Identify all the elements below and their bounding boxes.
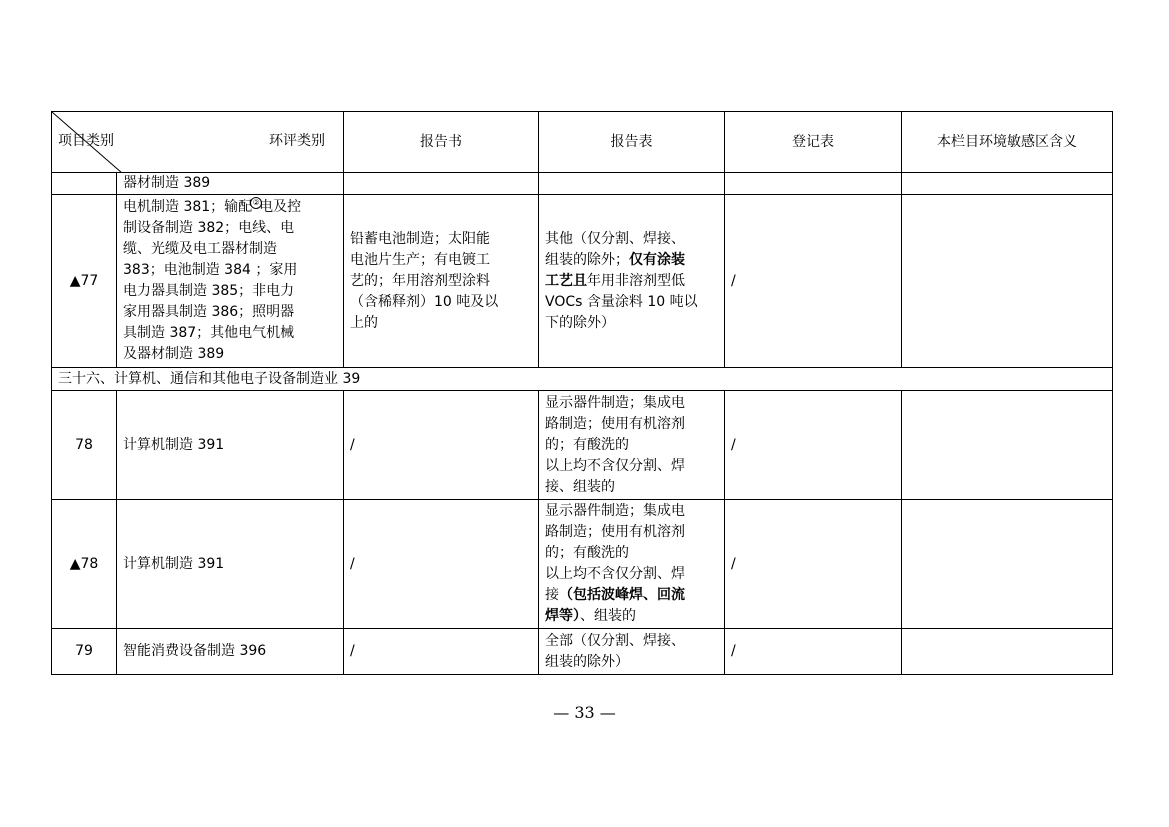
report-form-cell: [539, 195, 725, 368]
classification-table: [51, 111, 1113, 675]
text-line: 铅蓄电池制造；太阳能: [350, 230, 490, 247]
sensitive-area-header: 本栏目环境敏感区含义: [902, 112, 1113, 173]
report-book-header: 报告书: [344, 112, 539, 173]
name-line: 及器材制造 389: [123, 346, 225, 362]
registration-cell: /: [725, 391, 902, 500]
registration-form-header: 登记表: [725, 112, 902, 173]
report-form-cell: [539, 391, 725, 500]
report-form-header: 报告表: [539, 112, 725, 173]
name-line: 383；电池制造 384 ；家用: [123, 262, 298, 278]
text-line: 以上均不含仅分割、焊: [545, 566, 685, 582]
text-line: 、组装的: [580, 608, 636, 624]
bold-text: （包括波峰焊、回流: [559, 587, 685, 603]
page-number: — 33 —: [553, 703, 616, 722]
sensitive-area-cell: [902, 195, 1113, 368]
text-line: /: [350, 555, 355, 572]
eia-category-label: 环评类别: [269, 133, 325, 149]
text-line: 组装的除外；: [545, 251, 629, 268]
industry-name-cell: [117, 173, 344, 195]
name-line: 电及控: [259, 199, 302, 215]
name-line: 缆、光缆及电工器材制造: [123, 241, 277, 257]
report-book-cell: [344, 500, 539, 629]
industry-name-cell: [117, 391, 344, 500]
row-number: ▲78: [52, 500, 117, 629]
registration-cell: /: [725, 195, 902, 368]
report-book-cell: [344, 391, 539, 500]
table-row: [52, 629, 1113, 675]
report-book-cell: [344, 195, 539, 368]
text-line: /: [350, 643, 355, 659]
sensitive-area-cell: [902, 391, 1113, 500]
text-line: 的；有酸洗的: [545, 545, 629, 561]
table-row: [52, 391, 1113, 500]
text-line: 全部（仅分割、焊接、: [545, 632, 685, 649]
registration-cell: [725, 173, 902, 195]
row-number: 78: [52, 391, 117, 500]
sensitive-area-cell: [902, 500, 1113, 629]
row-number: [52, 173, 117, 195]
name-line: 电机制造 381；输配: [123, 199, 253, 215]
text-line: 路制造；使用有机溶剂: [545, 524, 685, 540]
project-category-label: 项目类别: [58, 133, 114, 149]
text-line: 其他（仅分割、焊接、: [545, 230, 685, 247]
industry-name-cell: [117, 629, 344, 675]
text-line: 显示器件制造；集成电: [545, 503, 685, 519]
table-row: [52, 195, 1113, 368]
section-heading: 三十六、计算机、通信和其他电子设备制造业 39: [52, 368, 1113, 391]
text-line: 接: [545, 587, 559, 603]
text-line: 上的: [350, 314, 378, 331]
section-heading-row: [52, 368, 1113, 391]
name-line: 电力器具制造 385；非电力: [123, 283, 295, 299]
text-line: 艺的；年用溶剂型涂料: [350, 272, 490, 289]
text-line: （含稀释剂）10 吨及以: [350, 293, 499, 310]
name-line: 器材制造 389: [123, 175, 211, 191]
text-line: 电池片生产；有电镀工: [350, 251, 490, 268]
row-number: ▲77: [52, 195, 117, 368]
name-line: 计算机制造 391: [123, 436, 225, 453]
name-line: 智能消费设备制造 396: [123, 643, 267, 659]
text-line: 接、组装的: [545, 478, 615, 495]
text-line: VOCs 含量涂料 10 吨以: [545, 293, 698, 310]
text-line: 的；有酸洗的: [545, 436, 629, 453]
text-line: 以上均不含仅分割、焊: [545, 457, 685, 474]
report-book-cell: [344, 173, 539, 195]
table-row: [52, 500, 1113, 629]
report-form-cell: [539, 500, 725, 629]
registration-cell: /: [725, 629, 902, 675]
text-line: 路制造；使用有机溶剂: [545, 415, 685, 432]
bold-text: 工艺且: [545, 272, 587, 289]
industry-name-cell: [117, 195, 344, 368]
name-line: 制设备制造 382；电线、电: [123, 220, 295, 236]
registration-cell: /: [725, 500, 902, 629]
text-line: /: [350, 436, 355, 453]
text-line: 组装的除外）: [545, 653, 629, 670]
diagonal-header-cell: [52, 112, 344, 173]
name-line: 具制造 387；其他电气机械: [123, 325, 295, 341]
bold-text: 仅有涂装: [629, 251, 685, 268]
text-line: 下的除外）: [545, 314, 615, 331]
report-book-cell: [344, 629, 539, 675]
table-header-row: [52, 112, 1113, 173]
table-row: [52, 173, 1113, 195]
report-form-cell: [539, 629, 725, 675]
sensitive-area-cell: [902, 629, 1113, 675]
sensitive-area-cell: [902, 173, 1113, 195]
name-line: 家用器具制造 386；照明器: [123, 304, 295, 320]
industry-name-cell: [117, 500, 344, 629]
bold-text: 焊等）: [545, 608, 580, 624]
report-form-cell: [539, 173, 725, 195]
row-number: 79: [52, 629, 117, 675]
circled-mark: ②: [250, 197, 262, 209]
text-line: 显示器件制造；集成电: [545, 394, 685, 411]
name-line: 计算机制造 391: [123, 555, 225, 572]
text-line: 年用非溶剂型低: [587, 272, 685, 289]
